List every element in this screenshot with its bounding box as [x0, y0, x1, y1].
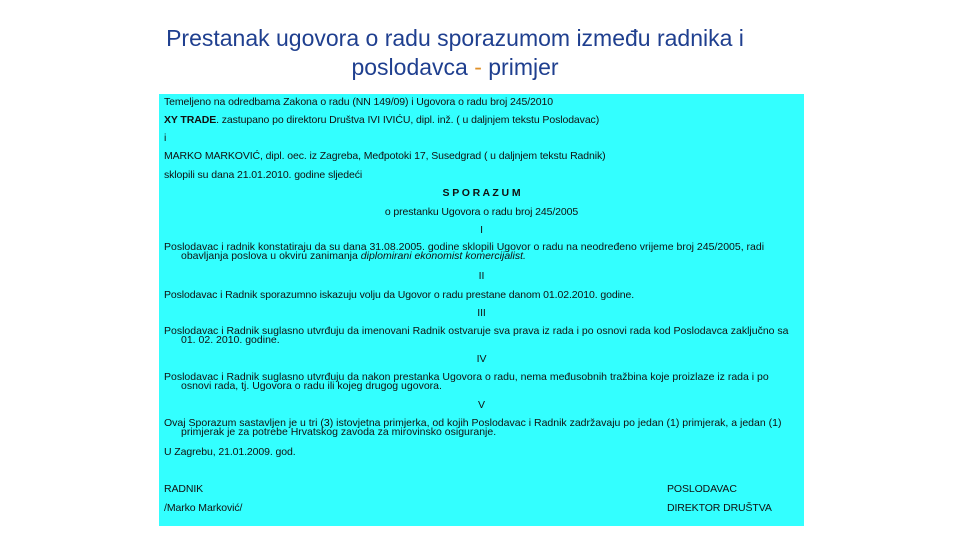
party-employer	[164, 114, 599, 126]
title-word-poslodavca: poslodavca	[351, 54, 468, 80]
title-dash: -	[467, 54, 489, 80]
article-2-text: Poslodavac i Radnik sporazumno iskazuju volju da Ugovor o radu prestane danom 01.02.2010. godine.	[164, 289, 635, 301]
employer-details: . zastupano po direktoru Društva IVI IVIĆU, dipl. inž. ( u daljnjem tekstu Poslodavac)	[216, 114, 600, 126]
agreement-subheading: o prestanku Ugovora o radu broj 245/2005	[384, 206, 579, 218]
conjunction-and: i	[164, 132, 167, 144]
signature-employee-name: /Marko Marković/	[164, 502, 243, 514]
article-3-number: III	[477, 307, 486, 319]
article-1-occupation: diplomirani ekonomist komercijalist.	[360, 250, 526, 262]
article-5-number: V	[478, 399, 485, 411]
title-line-2	[150, 53, 760, 82]
agreement-heading: S P O R A Z U M	[442, 187, 521, 199]
article-4-text: Poslodavac i Radnik suglasno utvrđuju da nakon prestanka Ugovora o radu, nema međusobnih tražbina koje proizlaze iz rada i po osnovi rada, tj. Ugovora o radu ili kojeg drugog ugovora.	[164, 371, 769, 392]
intro-line: Temeljeno na odredbama Zakona o radu (NN 149/09) i Ugovora o radu broj 245/2010	[164, 96, 554, 108]
employer-name: XY TRADE	[164, 114, 217, 126]
title-line-1: Prestanak ugovora o radu sporazumom između radnika i	[166, 25, 744, 51]
signature-employee-title: RADNIK	[164, 483, 204, 495]
party-employee	[164, 150, 606, 162]
signature-employer-name: DIREKTOR DRUŠTVA	[667, 502, 772, 514]
article-1-text	[164, 243, 797, 261]
employee-name: MARKO MARKOVIĆ,	[164, 150, 263, 162]
slide-title	[150, 24, 760, 82]
document-box	[159, 94, 804, 526]
signature-employer-title: POSLODAVAC	[667, 483, 737, 495]
title-word-primjer: primjer	[488, 54, 559, 80]
article-4-number: IV	[476, 353, 487, 365]
employee-details: dipl. oec. iz Zagreba, Međpotoki 17, Susedgrad ( u daljnjem tekstu Radnik)	[262, 150, 606, 162]
place-date: U Zagrebu, 21.01.2009. god.	[164, 446, 296, 458]
article-3-text: Poslodavac i Radnik suglasno utvrđuju da imenovani Radnik ostvaruje sva prava iz rada i po osnovi rada kod Poslodavca zaključno sa 01. 02. 2010. godine.	[164, 325, 789, 346]
article-1-body: Poslodavac i radnik konstatiraju da su dana 31.08.2005. godine sklopili Ugovor o radu na neodređeno vrijeme broj 245/2005, radi obavljanja poslova u okviru zanimanja	[164, 241, 765, 262]
article-1-number: I	[480, 224, 483, 236]
concluded-line: sklopili su dana 21.01.2010. godine sljedeći	[164, 169, 363, 181]
article-2-number: II	[478, 270, 485, 282]
article-5-text: Ovaj Sporazum sastavljen je u tri (3) istovjetna primjerka, od kojih Poslodavac i Radnik zadržavaju po jedan (1) primjerak, a jedan (1) primjerak je za potrebe Hrvatskog zavoda za mirovinsko osiguranje.	[164, 417, 782, 438]
